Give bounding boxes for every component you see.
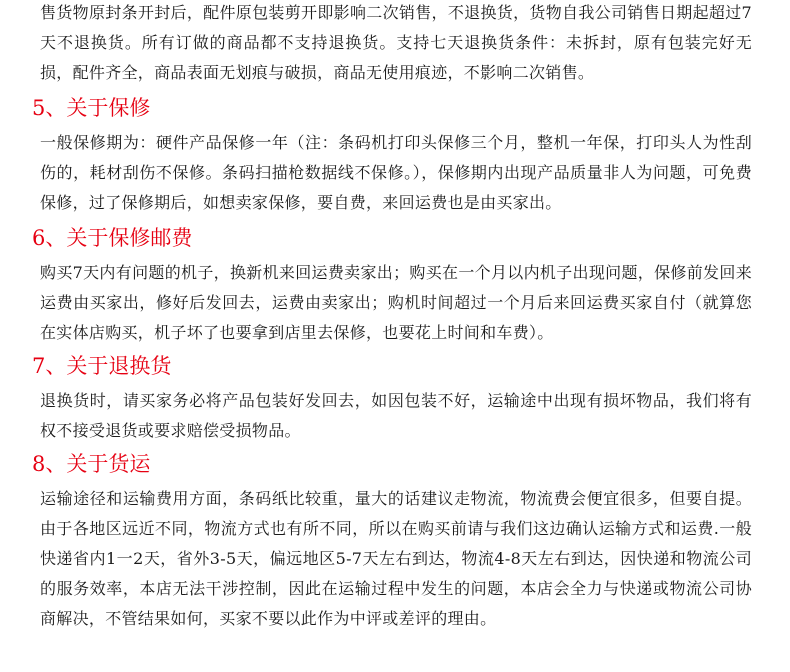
section-body-warranty: 一般保修期为：硬件产品保修一年（注：条码机打印头保修三个月，整机一年保，打印头人为性刮伤的，耗材刮伤不保修。条码扫描枪数据线不保修。），保修期内出现产品质量非人为问题，可免费保修，过了保修期后，如想卖家保修，要自费，来回运费也是由买家出。 [40, 133, 752, 212]
section-heading-freight: 8、关于货运 [32, 452, 151, 476]
section-heading-warranty: 5、关于保修 [32, 96, 151, 120]
section-body-freight: 运输途径和运输费用方面，条码纸比较重，量大的话建议走物流，物流费会便宜很多，但要自提。由于各地区远近不同，物流方式也有所不同，所以在购买前请与我们这边确认运输方式和运费.一般快递省内1一2天，省外3-5天，偏远地区5-7天左右到达，物流4-8天左右到达，因快递和物流公司的服务效率，本店无法干涉控制，因此在运输过程中发生的问题，本店会全力与快递或物流公司协商解决，不管结果如何，买家不要以此作为中评或差评的理由。 [40, 489, 752, 628]
intro-paragraph: 售货物原封条开封后，配件原包装剪开即影响二次销售，不退换货，货物自我公司销售日期起超过7天不退换货。所有订做的商品都不支持退换货。支持七天退换货条件：未拆封，原有包装完好无损，配件齐全，商品表面无划痕与破损，商品无使用痕迹，不影响二次销售。 [40, 3, 752, 82]
section-heading-returns: 7、关于退换货 [32, 354, 172, 378]
section-body-warranty-shipping: 购买7天内有问题的机子，换新机来回运费卖家出；购买在一个月以内机子出现问题，保修前发回来运费由买家出，修好后发回去，运费由卖家出；购机时间超过一个月后来回运费买家自付（就算您在实体店购买，机子坏了也要拿到店里去保修，也要花上时间和车费）。 [40, 263, 752, 342]
section-heading-warranty-shipping: 6、关于保修邮费 [32, 226, 193, 250]
section-body-returns: 退换货时，请买家务必将产品包装好发回去，如因包装不好，运输途中出现有损坏物品，我们将有权不接受退货或要求赔偿受损物品。 [40, 391, 752, 440]
